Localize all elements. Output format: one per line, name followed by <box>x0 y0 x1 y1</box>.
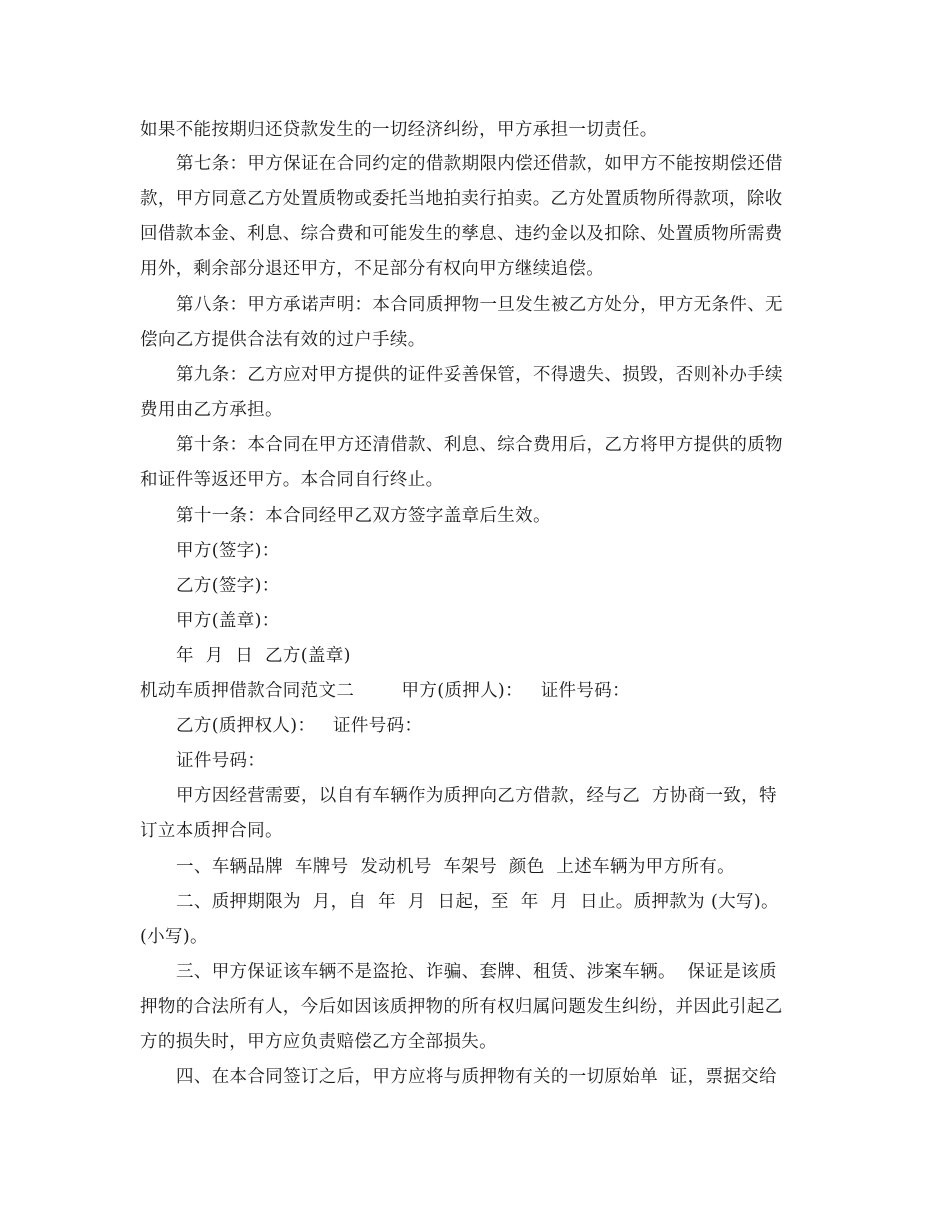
id-number-line: 证件号码： <box>176 751 266 771</box>
article-11: 第十一条：本合同经甲乙双方签字盖章后生效。 <box>176 506 551 526</box>
text-line: 费用由乙方承担。 <box>140 400 283 420</box>
text-line: 用外，剩余部分退还甲方，不足部分有权向甲方继续追偿。 <box>140 259 605 279</box>
text-line: 押物的合法所有人，今后如因该质押物的所有权归属问题发生纠纷，并因此引起乙 <box>140 997 783 1017</box>
text-line: 偿向乙方提供合法有效的过户手续。 <box>140 330 426 350</box>
text-line: 方的损失时，甲方应负责赔偿乙方全部损失。 <box>140 1032 497 1052</box>
text-line: 订立本质押合同。 <box>140 821 283 841</box>
clause-1: 一、车辆品牌 车牌号 发动机号 车架号 颜色 上述车辆为甲方所有。 <box>176 857 735 877</box>
clause-4: 四、在本合同签订之后，甲方应将与质押物有关的一切原始单 证，票据交给 <box>176 1067 777 1087</box>
preamble: 甲方因经营需要，以自有车辆作为质押向乙方借款，经与乙 方协商一致，特 <box>176 786 777 806</box>
article-8: 第八条：甲方承诺声明：本合同质押物一旦发生被乙方处分，甲方无条件、无 <box>176 295 783 315</box>
article-7: 第七条：甲方保证在合同约定的借款期限内偿还借款，如甲方不能按期偿还借 <box>176 154 783 174</box>
text-line: (小写)。 <box>140 927 208 947</box>
party-a-signature: 甲方(签字)： <box>176 541 280 561</box>
text-line: 如果不能按期归还贷款发生的一切经济纠纷，甲方承担一切责任。 <box>140 120 658 140</box>
article-10: 第十条：本合同在甲方还清借款、利息、综合费用后，乙方将甲方提供的质物 <box>176 435 783 455</box>
text-line: 款，甲方同意乙方处置质物或委托当地拍卖行拍卖。乙方处置质物所得款项，除收 <box>140 189 783 209</box>
article-9: 第九条：乙方应对甲方提供的证件妥善保管，不得遗失、损毁，否则补办手续 <box>176 365 783 385</box>
date-party-b-seal: 年 月 日 乙方(盖章) <box>176 646 351 666</box>
text-line: 和证件等返还甲方。本合同自行终止。 <box>140 470 444 490</box>
party-b-signature: 乙方(签字)： <box>176 576 280 596</box>
text-line: 回借款本金、利息、综合费和可能发生的孳息、违约金以及扣除、处置质物所需费 <box>140 224 783 244</box>
pledgee-line: 乙方(质押权人)： 证件号码： <box>176 716 423 736</box>
sample-two-heading: 机动车质押借款合同范文二 甲方(质押人)： 证件号码： <box>140 681 630 701</box>
party-a-seal: 甲方(盖章)： <box>176 611 280 631</box>
clause-2: 二、质押期限为 月，自 年 月 日起，至 年 月 日止。质押款为 (大写)。 <box>176 892 779 912</box>
clause-3: 三、甲方保证该车辆不是盗抢、诈骗、套牌、租赁、涉案车辆。 保证是该质 <box>176 962 777 982</box>
